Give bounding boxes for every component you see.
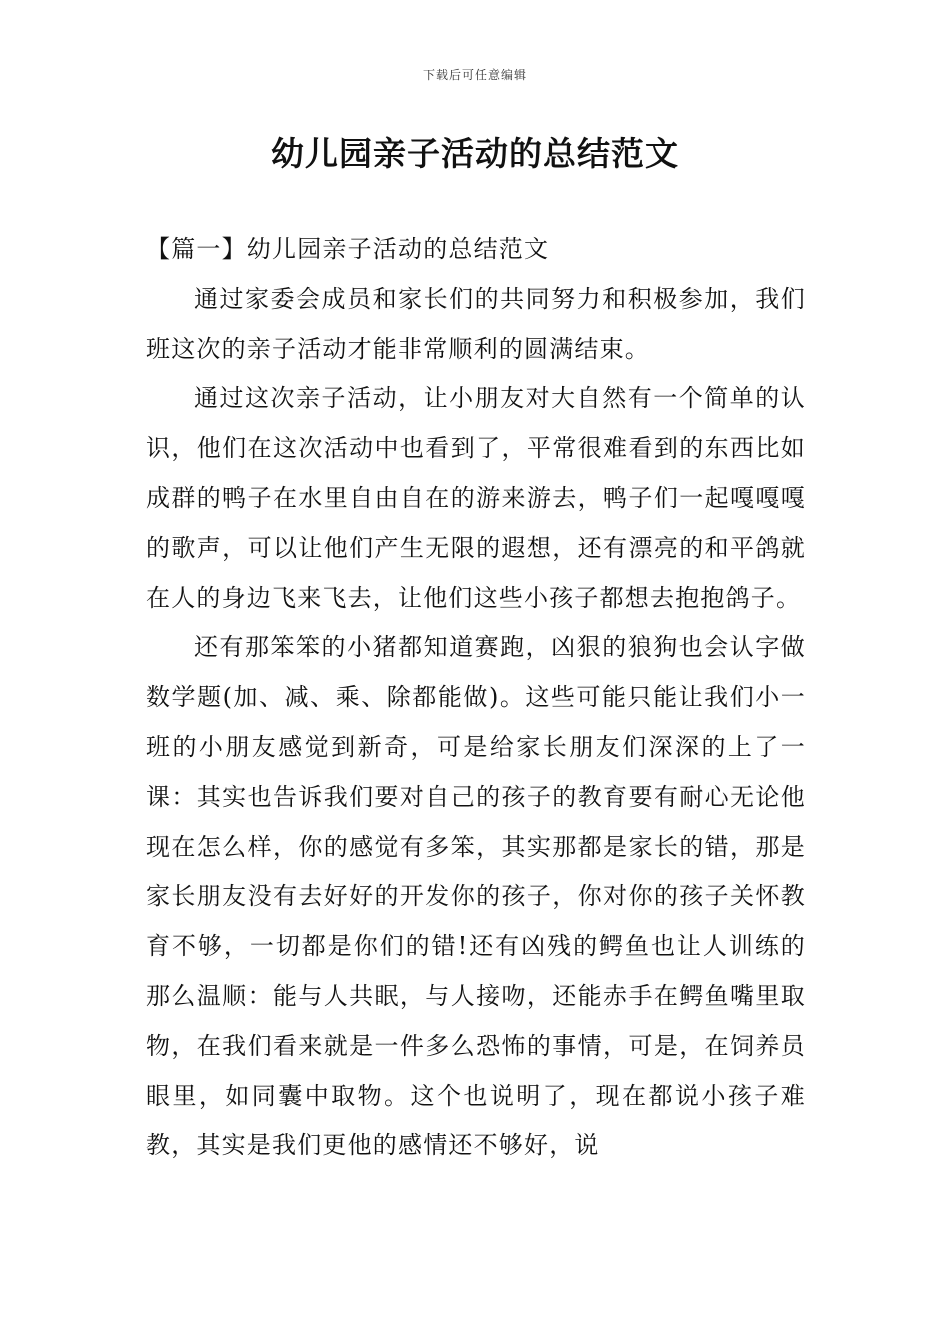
section-heading: 【篇一】幼儿园亲子活动的总结范文 [146,235,550,263]
paragraph-2: 通过这次亲子活动，让小朋友对大自然有一个简单的认识，他们在这次活动中也看到了，平常很难看到的东西比如成群的鸭子在水里自由自在的游来游去，鸭子们一起嘎嘎嘎的歌声，可以让他们产生无限的遐想，还有漂亮的和平鸽就在人的身边飞来飞去，让他们这些小孩子都想去抱抱鸽子。 [146,384,806,612]
paragraph-3: 还有那笨笨的小猪都知道赛跑，凶狠的狼狗也会认字做数学题(加、减、乘、除都能做)。这些可能只能让我们小一班的小朋友感觉到新奇，可是给家长朋友们深深的上了一课：其实也告诉我们要对自己的孩子的教育要有耐心无论他现在怎么样，你的感觉有多笨，其实那都是家长的错，那是家长朋友没有去好好的开发你的孩子，你对你的孩子关怀教育不够，一切都是你们的错!还有凶残的鳄鱼也让人训练的那么温顺：能与人共眠，与人接吻，还能赤手在鳄鱼嘴里取物，在我们看来就是一件多么恐怖的事情，可是，在饲养员眼里，如同囊中取物。这个也说明了，现在都说小孩子难教，其实是我们更他的感情还不够好，说 [146,633,806,1160]
paragraph-1: 通过家委会成员和家长们的共同努力和积极参加，我们班这次的亲子活动才能非常顺利的圆满结束。 [146,284,806,363]
document-title: 幼儿园亲子活动的总结范文 [271,134,679,173]
document-body [146,225,806,1171]
header-note: 下载后可任意编辑 [422,68,527,82]
